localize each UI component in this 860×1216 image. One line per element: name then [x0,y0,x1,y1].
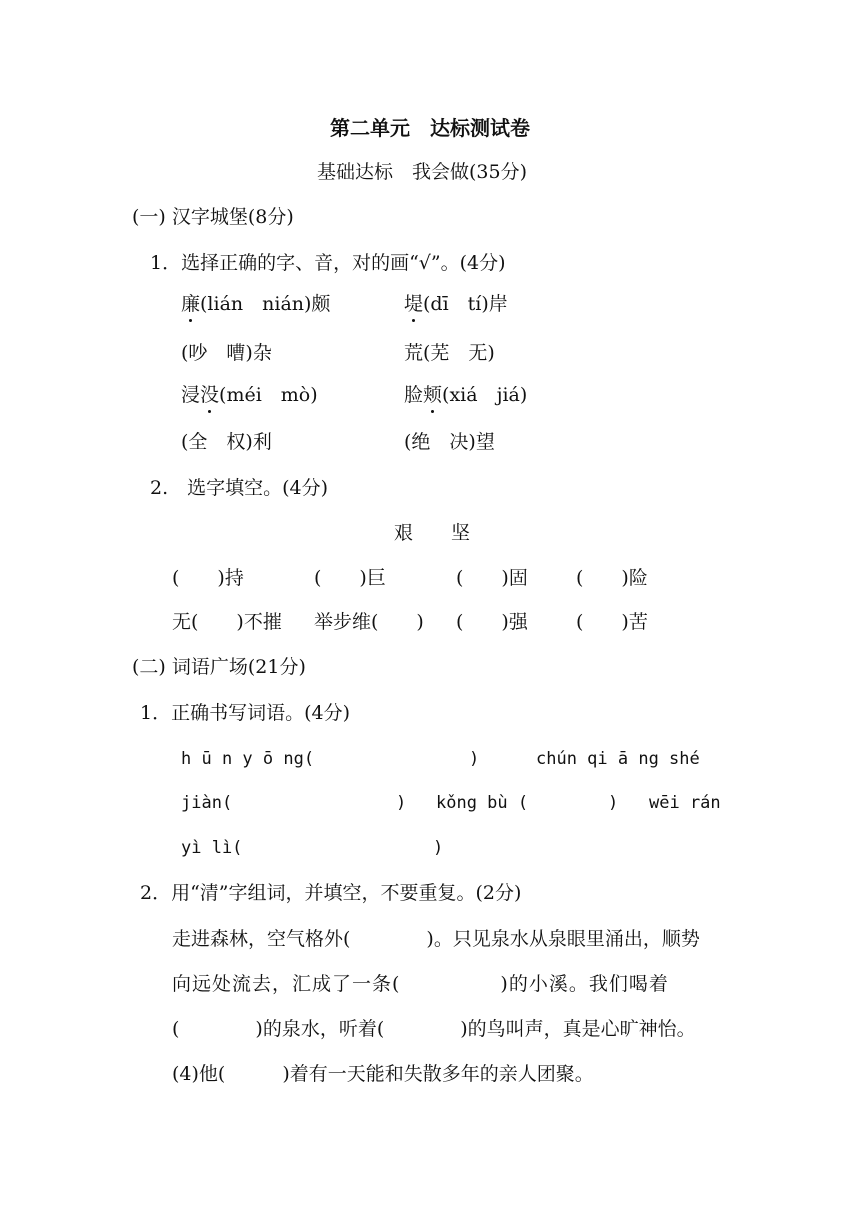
part2-q2-label: 2．用“清”字组词，并填空，不要重复。(2分) [140,882,522,904]
q2-blank: ( )险 [576,567,648,589]
paragraph-line: (4)他( )着有一天能和失散多年的亲人团聚。 [172,1063,594,1085]
paragraph-line: ( )的泉水，听着( )的鸟叫声，真是心旷神怡。 [172,1018,696,1040]
q2-blank: ( )强 [456,611,528,633]
q2-choices: 艰 坚 [394,522,471,544]
q2-blank: ( )固 [456,567,528,589]
pinyin-item: ) [396,793,407,813]
item-prefix: 脸 [404,384,424,406]
part2-q1-label: 1．正确书写词语。(4分) [140,702,351,724]
part2-heading: (二) 词语广场(21分) [132,656,306,678]
q1-item-8: (绝 决)望 [404,431,495,453]
item-prefix: 浸 [181,384,201,406]
q2-blank: ( )苦 [576,611,648,633]
dotted-char: 没 [200,384,220,406]
q2-blank: 无( )不摧 [172,611,282,633]
pinyin-item: ) [608,793,619,813]
dotted-char: 堤 [404,293,424,315]
q1-item-3: (吵 嘈)杂 [181,342,272,364]
pinyin-item: ) [469,749,480,769]
part1-q1-label: 1．选择正确的字、音，对的画“√”。(4分) [150,252,506,274]
dotted-char: 颊 [423,384,443,406]
q1-item-2 [404,292,508,316]
item-text: (méi mò) [219,384,318,406]
pinyin-item: chún qi ā ng shé [536,749,700,769]
q1-item-6 [404,383,527,407]
item-text: (xiá jiá) [442,384,528,406]
part1-q2-label: 2. 选字填空。(4分) [150,477,329,499]
q1-item-7: (全 权)利 [181,431,272,453]
section-subtitle: 基础达标 我会做(35分) [317,161,528,183]
pinyin-item: jiàn( [181,793,233,813]
pinyin-item: kǒng bù ( [436,793,529,813]
q2-blank: ( )持 [172,567,244,589]
paragraph-line: 向远处流去，汇成了一条( )的小溪。我们喝着 [172,973,669,995]
q1-item-5 [181,383,318,407]
q2-blank: ( )巨 [314,567,386,589]
item-text: (lián nián)颇 [200,293,331,315]
page-title: 第二单元 达标测试卷 [330,116,530,140]
dotted-char: 廉 [181,293,201,315]
pinyin-item: wēi rán [649,793,721,813]
part1-heading: (一) 汉字城堡(8分) [132,206,294,228]
pinyin-item: ) [433,838,444,858]
q2-blank: 举步维( ) [314,611,424,633]
paragraph-line: 走进森林，空气格外( )。只见泉水从泉眼里涌出，顺势 [172,928,700,950]
q1-item-1 [181,292,330,316]
q1-item-4: 荒(芜 无) [404,342,495,364]
pinyin-item: yì lì( [181,838,243,858]
pinyin-item: h ū n y ō ng( [181,749,315,769]
item-text: (dī tí)岸 [423,293,508,315]
